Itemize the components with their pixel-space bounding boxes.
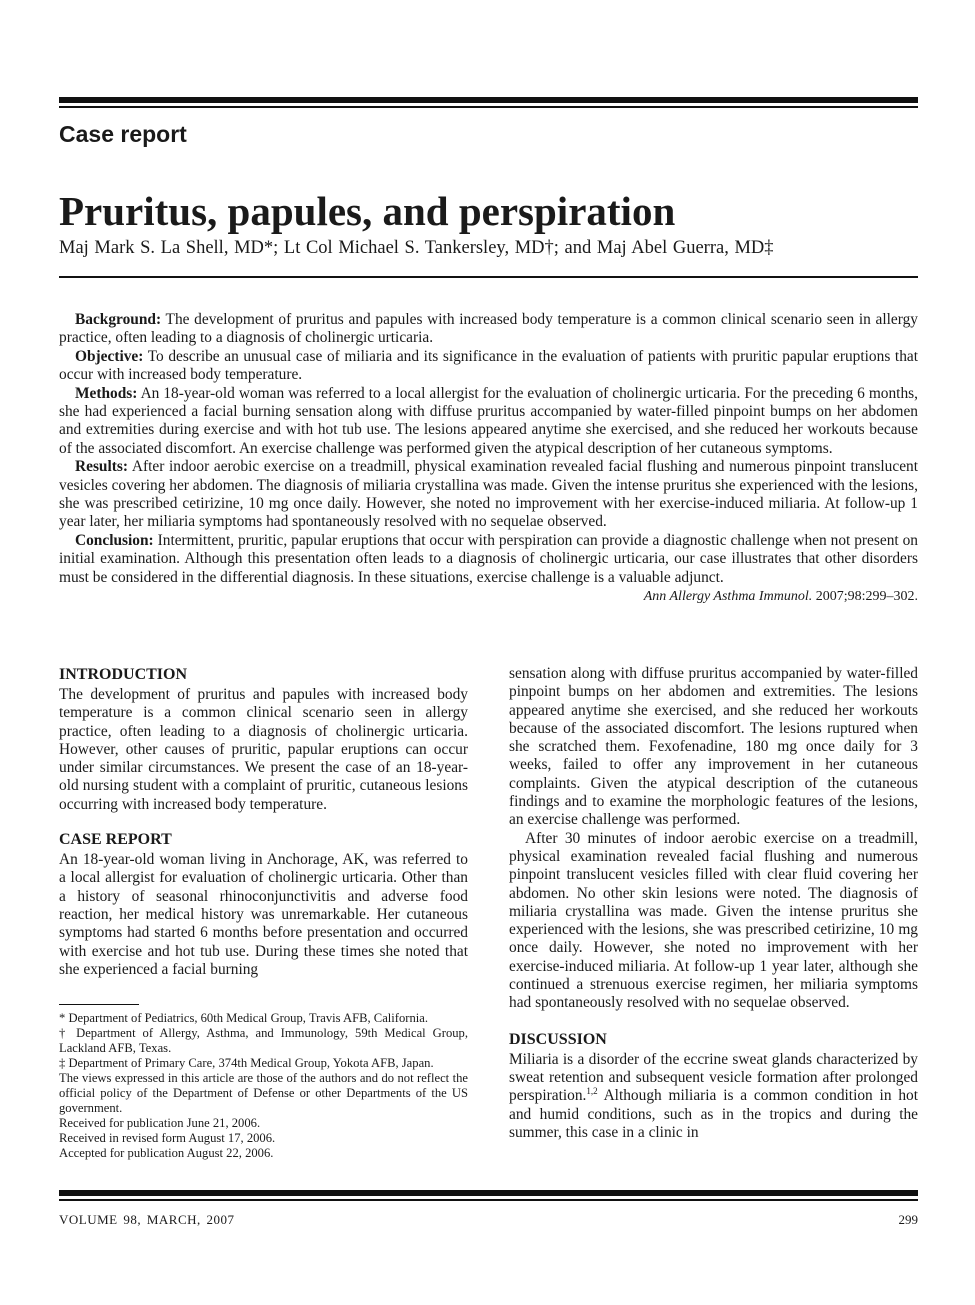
intro-heading: INTRODUCTION [59,666,188,683]
footnotes [59,1011,468,1161]
objective-text: To describe an unusual case of miliaria and its significance in the evaluation of patients with pruritic papular eruptions that occur with increased body temperature. [59,347,919,384]
case-report-paragraph-1-continued: sensation along with diffuse pruritus accompanied by water-filled pinpoint bumps on her abdomen and extremities. The lesions appeared anytime she exercised, and she reduced her workouts because of the associated discomfort. The lesions ruptured when she scratched them. Fexofenadine, 180 mg once daily for 3 weeks, failed to offer any improvement in her cutaneous complaints. Given the atypical description of the cutaneous findings and to examine the morphologic features of the lesions, an exercise challenge was performed. [509,665,918,829]
footnote-affiliation-2: † Department of Allergy, Asthma, and Immunology, 59th Medical Group, Lackland AFB, Texas. [59,1026,468,1055]
footnote-received: Received for publication June 21, 2006. [59,1116,261,1130]
article-title: Pruritus, papules, and perspiration [59,188,676,234]
abstract-methods [59,385,918,459]
objective-label: Objective: [75,347,144,365]
abstract-conclusion [59,532,918,587]
citation-ref: 2007;98:299–302. [815,589,918,605]
volume-info: VOLUME 98, MARCH, 2007 [59,1212,235,1227]
methods-text: An 18-year-old woman was referred to a local allergist for the evaluation of cholinergic urticaria. For the preceding 6 months, she had experienced a facial burning sensation along with diffuse pruritus accompanied by water-filled pinpoint bumps on her abdomen and extremities during exercise and with hot tub use. The lesions appeared anytime she exercised, and she reduced her workouts because of the associated discomfort. An exercise challenge was performed given the atypical description of her cutaneous symptoms. [59,384,918,457]
results-label: Results: [75,458,129,476]
background-label: Background: [75,311,162,328]
discussion-text-a: Miliaria is a disorder of the eccrine sweat glands characterized by sweat retention and subsequent vesicle formation after prolonged perspiration. [509,1050,918,1105]
citation-journal: Ann Allergy Asthma Immunol. [643,589,813,605]
footnote-disclaimer: The views expressed in this article are those of the authors and do not reflect the official policy of the Department of Defense or other Departments of the US government. [59,1071,468,1115]
abstract-objective [59,348,918,385]
discussion-heading: DISCUSSION [509,1030,607,1048]
title-rule [59,276,918,278]
footnote-affiliation-3: ‡ Department of Primary Care, 374th Medical Group, Yokota AFB, Japan. [59,1056,434,1070]
conclusion-label: Conclusion: [75,531,154,549]
abstract [59,311,918,607]
right-column [509,665,918,1142]
discussion-text [509,1051,918,1142]
background-text: The development of pruritus and papules with increased body temperature is a common clinical scenario seen in allergy practice, often leading to a diagnosis of cholinergic urticaria. [59,311,918,347]
results-text: After indoor aerobic exercise on a treadmill, physical examination revealed facial flushing and numerous pinpoint translucent vesicles covering her abdomen. The diagnosis of miliaria crystallina was made. Given the intense pruritus she experienced with the lesions, she was prescribed cetirizine, 10 mg once daily. However, she noted no improvement with her exercise-induced miliaria. At follow-up 1 year later, her miliaria symptoms had spontaneously resolved with no sequelae observed. [59,458,918,531]
header-rule-thin [59,106,918,108]
intro-text: The development of pruritus and papules with increased body temperature is a common clinical scenario seen in allergy practice, often leading to a diagnosis of cholinergic urticaria. However, other causes of pruritic, papular eruptions can occur under similar circumstances. We present the case of an 18-year-old nursing student with a complaint of pruritic, cutaneous lesions occurring with increased body temperature. [59,686,468,813]
footnote-revised: Received in revised form August 17, 2006. [59,1131,276,1145]
footnote-accepted: Accepted for publication August 22, 2006. [59,1146,274,1160]
page-number: 299 [898,1212,918,1227]
citation [59,588,918,606]
case-report-paragraph-2: After 30 minutes of indoor aerobic exercise on a treadmill, physical examination revealed facial flushing and numerous pinpoint translucent vesicles filled with clear fluid covering her abdomen. No other skin lesions were noted. The diagnosis of miliaria crystallina was made. Given the intense pruritus she experienced with the lesions, she was prescribed cetirizine, 10 mg once daily. However, she noted no improvement with her exercise-induced miliaria. At follow-up 1 year later, although she continued a strenuous exercise regimen, her miliaria symptoms had spontaneously resolved with no sequelae observed. [509,829,918,1012]
header-rule-thick [59,97,918,103]
author-list: Maj Mark S. La Shell, MD*; Lt Col Michael S. Tankersley, MD†; and Maj Abel Guerra, MD‡ [59,238,774,258]
abstract-background [59,311,918,348]
conclusion-text: Intermittent, pruritic, papular eruptions that occur with perspiration can provide a diagnostic challenge when not present on initial examination. Although this presentation often leads to a diagnosis of cholinergic urticaria, our case illustrates that other disorders must be considered in the differential diagnosis. In these situations, exercise challenge is a valuable adjunct. [59,531,918,586]
footer-rule-thin [59,1199,918,1201]
case-report-heading: CASE REPORT [59,831,172,849]
methods-label: Methods: [75,384,138,402]
footnote-affiliation-1: * Department of Pediatrics, 60th Medical Group, Travis AFB, California. [59,1011,429,1025]
discussion-text-b: Although miliaria is a common condition in hot and humid conditions, such as in the tropics and during the summer, this case in a clinic in [509,1087,918,1141]
discussion-reference: 1,2 [586,1086,598,1097]
section-label: Case report [59,121,187,147]
left-column [59,665,468,979]
case-report-paragraph-1: An 18-year-old woman living in Anchorage, AK, was referred to a local allergist for evaluation of cholinergic urticaria. Other than a history of seasonal rhinoconjunctivitis and adverse food reaction, her medical history was unremarkable. Her cutaneous symptoms had started 6 months before presentation and occurred with exercise and hot tub use. During these times she noted that she experienced a facial burning [59,851,468,978]
abstract-results [59,458,918,532]
footer-rule-thick [59,1190,918,1196]
footnote-rule [59,1004,139,1005]
